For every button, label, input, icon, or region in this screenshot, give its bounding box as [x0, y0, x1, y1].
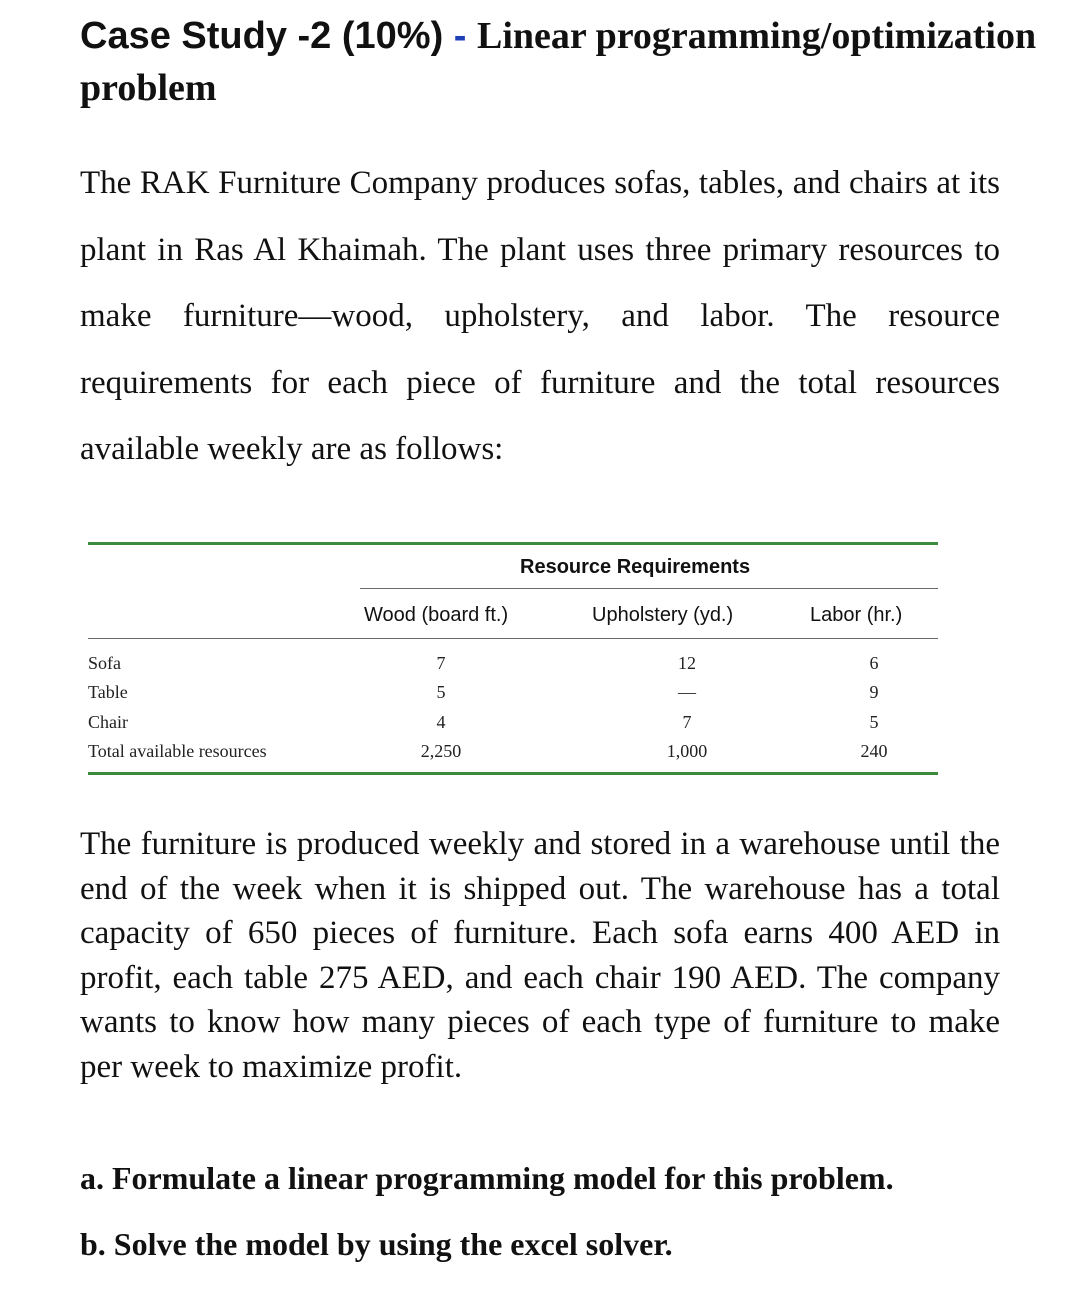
table-bottom-rule — [88, 772, 938, 775]
cell-chair-wood: 4 — [436, 712, 446, 732]
intro-paragraph: The RAK Furniture Company produces sofas, tables, and chairs at its plant in Ras Al Khaimah. The plant uses three primary resources to make furniture—wood, upholstery, and labor. The resource requirements for each piece of furniture and the total resources available weekly are as follows: — [80, 165, 1000, 467]
cell-total-upholstery: 1,000 — [666, 741, 708, 761]
col-header-wood: Wood (board ft.) — [364, 604, 509, 626]
row-label-sofa: Sofa — [88, 653, 121, 673]
group-header-rule — [360, 588, 938, 589]
cell-table-wood: 5 — [436, 682, 446, 702]
resource-table — [88, 542, 938, 778]
cell-total-wood: 2,250 — [420, 741, 462, 761]
cell-table-labor: 9 — [869, 682, 879, 702]
row-label-total: Total available resources — [88, 741, 267, 761]
cell-table-upholstery: — — [678, 682, 696, 702]
cell-sofa-wood: 7 — [436, 653, 446, 673]
title-dash: - — [443, 15, 478, 57]
cell-total-labor: 240 — [860, 741, 888, 761]
title-topic: Linear programming/optimization problem — [80, 15, 1037, 109]
question-b: b. Solve the model by using the excel solver. — [80, 1226, 673, 1262]
col-header-labor: Labor (hr.) — [810, 604, 903, 626]
title-case-study: Case Study -2 (10%) — [80, 15, 444, 57]
table-top-rule — [88, 542, 938, 545]
col-header-rule — [88, 638, 938, 639]
question-a: a. Formulate a linear programming model for this problem. — [80, 1160, 894, 1196]
row-label-chair: Chair — [88, 712, 128, 732]
group-header: Resource Requirements — [520, 556, 751, 578]
row-label-table: Table — [88, 682, 128, 702]
cell-chair-labor: 5 — [869, 712, 879, 732]
cell-sofa-upholstery: 12 — [678, 653, 696, 673]
cell-sofa-labor: 6 — [869, 653, 879, 673]
page-title — [80, 10, 1040, 114]
problem-paragraph: The furniture is produced weekly and stored in a warehouse until the end of the week when it is shipped out. The warehouse has a total capacity of 650 pieces of furniture. Each sofa earns 400 AED in profit, each table 275 AED, and each chair 190 AED. The company wants to know how many pieces of each type of furniture to make per week to maximize profit. — [80, 826, 1000, 1085]
cell-chair-upholstery: 7 — [682, 712, 692, 732]
col-header-upholstery: Upholstery (yd.) — [592, 604, 734, 626]
